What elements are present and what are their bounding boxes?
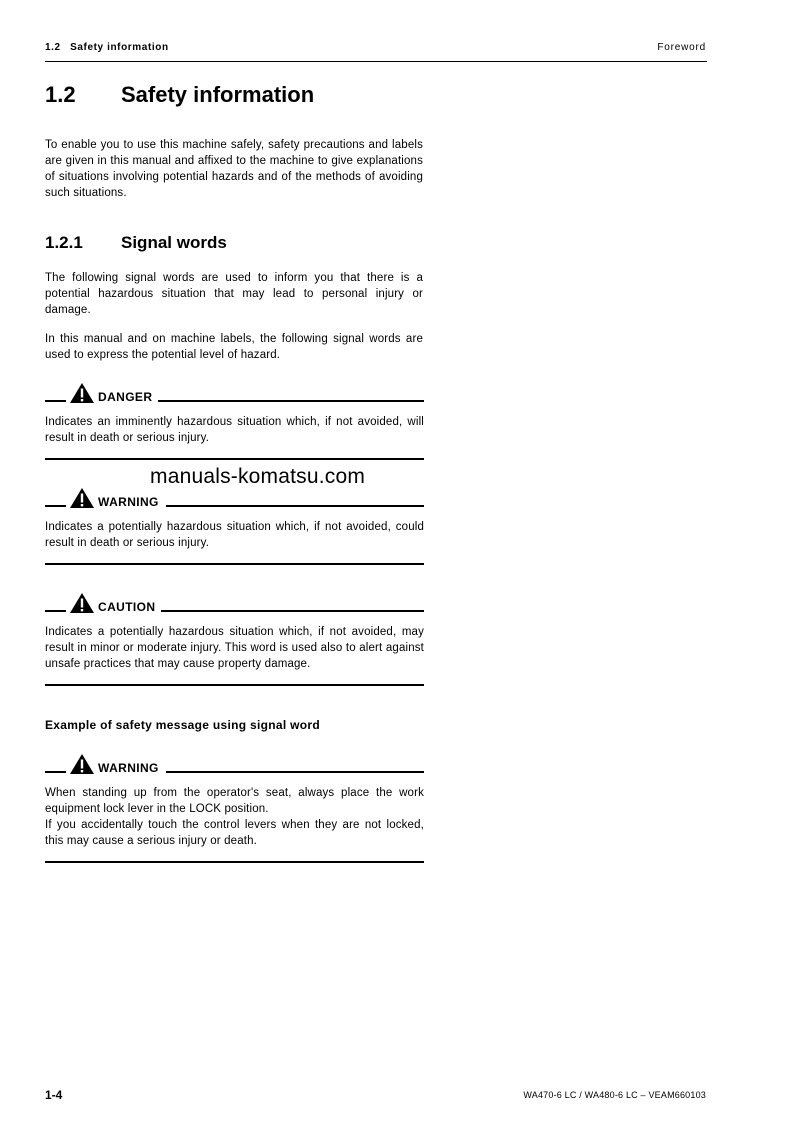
warning-box bbox=[45, 485, 424, 567]
header-rule-tail bbox=[166, 771, 424, 773]
header-rule-lead bbox=[45, 610, 66, 612]
caution-header bbox=[45, 590, 424, 616]
example-warning-bottom-rule bbox=[45, 861, 424, 863]
example-heading: Example of safety message using signal word bbox=[45, 718, 320, 732]
section-heading-number: 1.2 bbox=[45, 82, 76, 107]
example-warning-box bbox=[45, 751, 424, 866]
running-header-section bbox=[45, 42, 169, 53]
signal-words-paragraph-1: The following signal words are used to inform you that there is a potential hazardous situation that may lead to personal injury or damage. bbox=[45, 272, 423, 316]
document-code: WA470-6 LC / WA480-6 LC – VEAM660103 bbox=[523, 1090, 706, 1100]
warning-triangle-icon bbox=[69, 592, 95, 614]
subsection-heading-title: Signal words bbox=[121, 233, 227, 252]
example-warning-header bbox=[45, 751, 424, 777]
warning-triangle-icon bbox=[69, 382, 95, 404]
header-rule-lead bbox=[45, 400, 66, 402]
signal-words-paragraph-2: In this manual and on machine labels, the following signal words are used to express the potential level of hazard. bbox=[45, 333, 423, 361]
caution-word: CAUTION bbox=[98, 600, 159, 614]
warning-text: Indicates a potentially hazardous situation which, if not avoided, could result in death or serious injury. bbox=[45, 521, 424, 549]
section-heading-title: Safety information bbox=[121, 82, 315, 107]
header-rule-lead bbox=[45, 771, 66, 773]
running-header-chapter: Foreword bbox=[657, 42, 706, 53]
warning-header bbox=[45, 485, 424, 511]
caution-box bbox=[45, 590, 424, 688]
warning-word: WARNING bbox=[98, 495, 163, 509]
header-rule-tail bbox=[158, 400, 424, 402]
subsection-heading-number: 1.2.1 bbox=[45, 233, 83, 252]
header-rule-tail bbox=[166, 505, 424, 507]
danger-box bbox=[45, 380, 424, 462]
example-warning-line-2: If you accidentally touch the control levers when they are not locked, this may cause a serious injury or death. bbox=[45, 819, 424, 847]
warning-triangle-icon bbox=[69, 487, 95, 509]
header-rule-tail bbox=[161, 610, 424, 612]
running-header-title: Safety information bbox=[70, 42, 169, 53]
caution-bottom-rule bbox=[45, 684, 424, 686]
danger-header bbox=[45, 380, 424, 406]
example-warning-word: WARNING bbox=[98, 761, 163, 775]
running-header-number: 1.2 bbox=[45, 42, 61, 53]
watermark-text: manuals-komatsu.com bbox=[150, 465, 366, 488]
example-warning-line-1: When standing up from the operator's seat, always place the work equipment lock lever in the LOCK position. bbox=[45, 787, 424, 815]
page-number: 1-4 bbox=[45, 1088, 63, 1102]
warning-triangle-icon bbox=[69, 753, 95, 775]
header-rule-lead bbox=[45, 505, 66, 507]
intro-paragraph: To enable you to use this machine safely, safety precautions and labels are given in this manual and affixed to the machine to give explanations of situations involving potential hazards and of the methods of avoiding such situations. bbox=[45, 139, 423, 199]
header-rule bbox=[45, 61, 707, 62]
caution-text: Indicates a potentially hazardous situation which, if not avoided, may result in minor or moderate injury. This word is used also to alert against unsafe practices that may cause property damage. bbox=[45, 626, 424, 670]
danger-text: Indicates an imminently hazardous situation which, if not avoided, will result in death or serious injury. bbox=[45, 416, 424, 444]
danger-word: DANGER bbox=[98, 390, 156, 404]
warning-bottom-rule bbox=[45, 563, 424, 565]
danger-bottom-rule bbox=[45, 458, 424, 460]
